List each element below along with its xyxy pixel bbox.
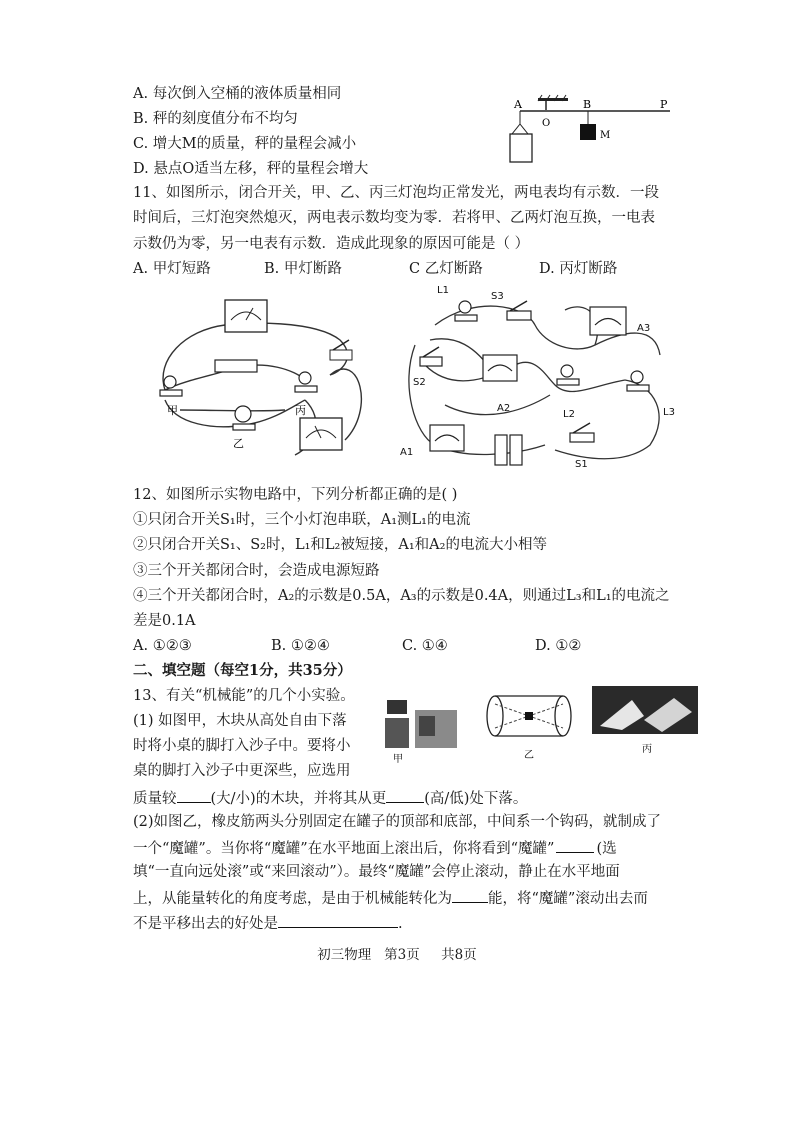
q12-statement-4a: ④三个开关都闭合时，A₂的示数是0.5A，A₃的示数是0.4A，则通过L₃和L₁的电流之 bbox=[133, 588, 670, 604]
q13-part2-line4-post: 能，将“魔罐”滚动出去而 bbox=[488, 891, 648, 907]
lever-label-a: A bbox=[514, 98, 522, 111]
q13-part1-text-pre: 质量较 bbox=[133, 791, 177, 807]
q11-fig-yi: 乙 bbox=[233, 437, 244, 450]
q12-stem: 12、如图所示实物电路中，下列分析都正确的是( ) bbox=[133, 487, 458, 503]
footer-subject: 初三物理 bbox=[317, 947, 372, 963]
q13-part2-line5 bbox=[133, 912, 403, 934]
q13-part2-line4-pre: 上，从能量转化的角度考虑，是由于机械能转化为 bbox=[133, 891, 452, 907]
lever-label-o: O bbox=[542, 118, 551, 129]
q12-statement-1: ①只闭合开关S₁时，三个小灯泡串联，A₁测L₁的电流 bbox=[133, 512, 471, 528]
q13-stem: 13、有关“机械能”的几个小实验。 bbox=[133, 688, 355, 704]
q10-option-a: A. 每次倒入空桶的液体质量相同 bbox=[133, 86, 342, 102]
q12-statement-4b: 差是0.1A bbox=[133, 613, 196, 629]
q12-fig-s3: S3 bbox=[491, 291, 504, 302]
q13-fig-bing-label: 丙 bbox=[642, 744, 652, 755]
q13-figure-yi-magic-can bbox=[483, 694, 578, 764]
q11-option-c: C 乙灯断路 bbox=[409, 261, 483, 277]
q10-option-d: D. 悬点O适当左移，秤的量程会增大 bbox=[133, 161, 369, 177]
q13-part1-line4 bbox=[133, 787, 527, 809]
q11-stem-line3: 示数仍为零，另一电表有示数．造成此现象的原因可能是（ ） bbox=[133, 236, 530, 252]
q12-statement-3: ③三个开关都闭合时，会造成电源短路 bbox=[133, 563, 380, 579]
q12-fig-a3: A3 bbox=[637, 323, 651, 334]
lever-scale-figure bbox=[500, 92, 690, 172]
blank-rolling-advantage[interactable] bbox=[278, 912, 398, 928]
q11-option-b: B. 甲灯断路 bbox=[264, 261, 342, 277]
q13-figure-bing bbox=[592, 686, 698, 762]
q13-part1-line2: 时将小桌的脚打入沙子中。要将小 bbox=[133, 738, 351, 754]
q13-figure-jia bbox=[385, 690, 465, 765]
q12-option-a: A. ①②③ bbox=[133, 638, 192, 654]
q12-fig-a1: A1 bbox=[400, 447, 414, 458]
q11-stem-line1: 11、如图所示，闭合开关，甲、乙、丙三灯泡均正常发光，两电表均有示数．一段 bbox=[133, 185, 659, 201]
page-footer bbox=[0, 943, 794, 963]
q13-part2-line4 bbox=[133, 887, 648, 909]
q13-part1-line3: 桌的脚打入沙子中更深些，应选用 bbox=[133, 763, 351, 779]
blank-energy-form[interactable] bbox=[452, 887, 488, 903]
q13-part1-text-post: (高/低)处下落。 bbox=[424, 791, 528, 807]
q11-circuit-figure bbox=[145, 290, 385, 470]
blank-height[interactable] bbox=[386, 787, 424, 803]
q11-fig-jia: 甲 bbox=[167, 404, 178, 417]
q13-part2-line5-pre: 不是平移出去的好处是 bbox=[133, 916, 278, 932]
section-2-title: 二、填空题（每空1分，共35分） bbox=[133, 662, 352, 679]
footer-total: 共8页 bbox=[441, 947, 477, 963]
q13-fig-yi-label: 乙 bbox=[524, 750, 534, 761]
q11-stem-line2: 时间后，三灯泡突然熄灭，两电表示数均变为零．若将甲、乙两灯泡互换，一电表 bbox=[133, 210, 655, 226]
q12-fig-s2: S2 bbox=[413, 377, 426, 388]
lever-label-p: P bbox=[660, 98, 668, 111]
q12-circuit-figure bbox=[395, 285, 685, 475]
q13-part2-text-pre: 一个“魔罐”。当你将“魔罐”在水平地面上滚出后，你将看到“魔罐” bbox=[133, 841, 555, 857]
q13-part1-text-mid: (大/小)的木块，并将其从更 bbox=[210, 791, 387, 807]
q12-statement-2: ②只闭合开关S₁、S₂时，L₁和L₂被短接，A₁和A₂的电流大小相等 bbox=[133, 537, 547, 553]
q11-option-d: D. 丙灯断路 bbox=[539, 261, 618, 277]
q12-fig-l1: L1 bbox=[437, 285, 449, 296]
q12-fig-s1: S1 bbox=[575, 459, 588, 470]
q12-option-b: B. ①②④ bbox=[271, 638, 330, 654]
lever-label-m: M bbox=[600, 130, 611, 141]
q10-option-c: C. 增大M的质量，秤的量程会减小 bbox=[133, 136, 357, 152]
q12-option-c: C. ①④ bbox=[402, 638, 448, 654]
blank-magic-can-motion[interactable] bbox=[556, 837, 594, 853]
q13-fig-jia-label: 甲 bbox=[393, 754, 403, 765]
q13-part2-line3: 填“一直向远处滚”或“来回滚动”）。最终“魔罐”会停止滚动，静止在水平地面 bbox=[133, 864, 620, 880]
q13-part2-text-post: (选 bbox=[596, 841, 617, 857]
q12-fig-l3: L3 bbox=[663, 407, 675, 418]
q13-part1-line1: (1) 如图甲，木块从高处自由下落 bbox=[133, 713, 347, 729]
q12-option-d: D. ①② bbox=[535, 638, 582, 654]
q12-fig-a2: A2 bbox=[497, 403, 511, 414]
q11-option-a: A. 甲灯短路 bbox=[133, 261, 211, 277]
q13-part2-line5-post: . bbox=[398, 916, 403, 932]
q11-fig-bing: 丙 bbox=[295, 404, 306, 417]
q13-part2-line1: (2)如图乙，橡皮筋两头分别固定在罐子的顶部和底部，中间系一个钩码，就制成了 bbox=[133, 814, 662, 830]
blank-mass[interactable] bbox=[177, 787, 211, 803]
footer-page: 第3页 bbox=[384, 947, 420, 963]
q13-part2-line2 bbox=[133, 837, 617, 859]
q12-fig-l2: L2 bbox=[563, 409, 575, 420]
lever-label-b: B bbox=[583, 98, 592, 111]
q10-option-b: B. 秤的刻度值分布不均匀 bbox=[133, 111, 298, 127]
